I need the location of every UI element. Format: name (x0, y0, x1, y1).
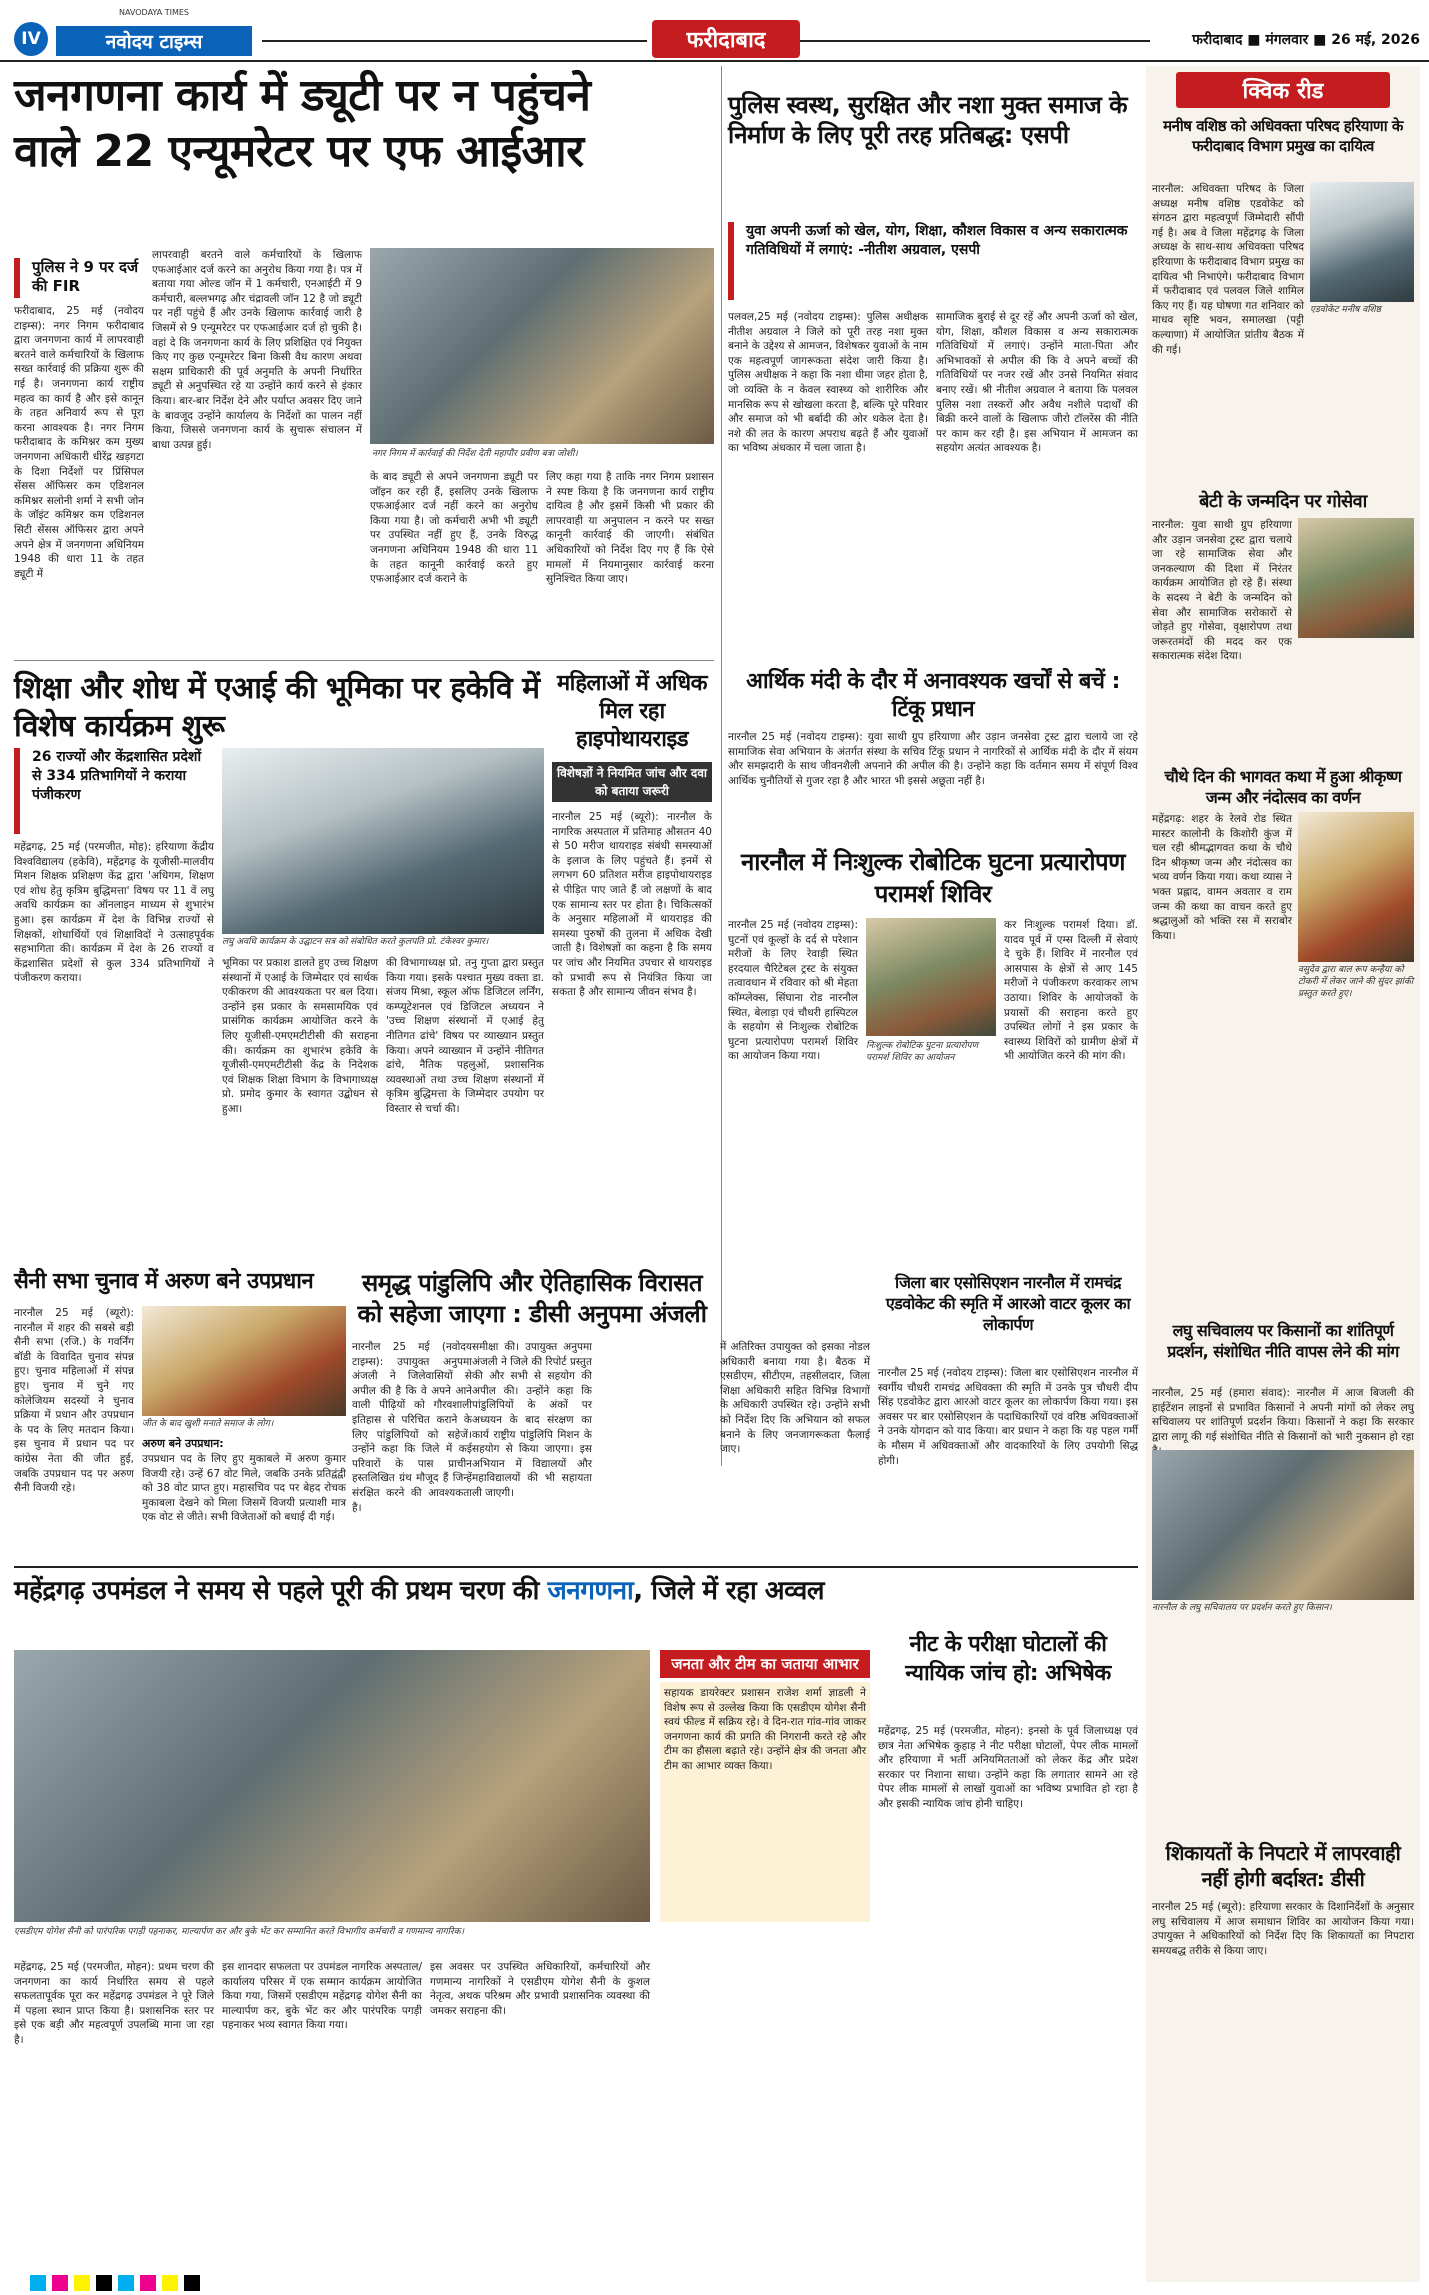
registration-swatch (118, 2275, 134, 2291)
quick-item5-headline: शिकायतों के निपटारे में लापरवाही नहीं होगी बर्दाश्त: डीसी (1165, 1841, 1401, 1891)
quick-item3-photo (1298, 812, 1414, 962)
lead-col-2: लापरवाही बरतने वाले कर्मचारियों के खिलाफ एफआईआर दर्ज करने का अनुरोध किया गया है। पत्र में बताया गया ओल्ड जॉन में 1 कर्मचारी, एनआईटी में 9 कर्मचारी, बल्लभगढ़ और चंद्रावली जॉन 12 है जो ड्यूटी पर नहीं पहुंचे हैं और उनके खिलाफ कार्रवाई जारी है जिसमें से 9 एन्यूमरेटर पर एफआईआर दर्ज हो चुकी है। वहां दे कि जनगणना कार्य के लिए प्रशिक्षित एवं नियुक्त किए गए कुछ एन्यूमरेटर बिना किसी वैध कारण अथवा सक्षम प्राधिकारी की पूर्व अनुमति के अपनी निर्धारित ड्यूटी से अनुपस्थित रहे या उन्होंने कार्य करने से इंकार किया। बार-बार निर्देश देने और पर्याप्त अवसर दिए जाने के बावजूद उन्होंने कार्यालय के निर्देशों का पालन नहीं किया, जिससे जनगणना कार्य के सुचारू संचालन में बाधा उत्पन्न हुई। (152, 249, 362, 451)
registration-swatch (162, 2275, 178, 2291)
masthead-rule-left (262, 40, 647, 42)
manuscript-col-3: में अतिरिक्त उपायुक्त को इसका नोडल अधिकारी बनाया गया है। बैठक में एसडीएम, सीटीएम, तहसीलदार, जिला शिक्षा अधिकारी सहित विभिन्न विभागों के अधिकारी उपस्थित रहे। उन्होंने सभी को निर्देश दिए कि अभियान को सफल बनाने के लिए जनजागरूकता फैलाई जाए। (720, 1341, 870, 1456)
lead-col-1: फरीदाबाद, 25 मई (नवोदय टाइम्स): नगर निगम फरीदाबाद द्वारा जनगणना कार्य में लापरवाही बरतने वाले कर्मचारियों के खिलाफ सख्त कार्रवाई की प्रक्रिया शुरू की गई है। जनगणना कार्य राष्ट्रीय महत्व का कार्य है और इसे कानून के तहत अनिवार्य रूप से पूरा करना आवश्यक है। नगर निगम फरीदाबाद के कमिश्नर कम मुख्य जनगणना अधिकारी धीरेंद्र खड़गटा के दिशा निर्देशों पर प्रिंसिपल सेंसस ऑफिसर कम एडिशनल कमिश्नर सलोनी शर्मा ने सभी जोन के जॉइंट कमिश्नर कम एडिशनल सिटी सेंसस ऑफिसर द्वारा अपने अपने क्षेत्र में जनगणना अधिनियम 1948 की धारा 11 के तहत ड्यूटी में (14, 305, 144, 580)
page-number: IV (14, 22, 48, 56)
quick-item2-body: नारनौल: युवा साथी ग्रुप हरियाणा और उड़ान जनसेवा ट्रस्ट द्वारा चलाये जा रहे सामाजिक सेवा और जनकल्याण की दिशा में निरंतर कार्यक्रम आयोजित हो रहे हैं। संस्था के सदस्य ने बेटी के जन्मदिन को सेवा और सामाजिक सरोकारों से जोड़ते हुए गोसेवा, वृक्षारोपण तथा जरूरतमंदों की मदद कर एक सकारात्मक संदेश दिया। (1152, 519, 1292, 663)
quick-item3-headline: चौथे दिन की भागवत कथा में हुआ श्रीकृष्ण जन्म और नंदोत्सव का वर्णन (1164, 767, 1402, 807)
census-box-head: जनता और टीम का जताया आभार (660, 1650, 870, 1678)
lead-col-4: लिए कहा गया है ताकि नगर निगम प्रशासन ने स्पष्ट किया है कि जनगणना कार्य राष्ट्रीय दायित्व है और इसमें किसी भी प्रकार की लापरवाही या अनुपालन न करने पर सख्त कानूनी कार्रवाई की जाएगी। संबंधित अधिकारियों को निर्देश दिए गए हैं कि ऐसे मामलों में नियमानुसार कार्रवाई करना सुनिश्चित किया जाए। (546, 471, 714, 586)
robotic-col-2: कर निःशुल्क परामर्श दिया। डॉ. यादव पूर्व में एम्स दिल्ली में सेवाएं दे चुके हैं। शिविर में नारनौल एवं आसपास के क्षेत्रों से आए 145 मरीजों ने पंजीकरण करवाकर लाभ उठाया। शिविर के आयोजकों के प्रयासों की सराहना करते हुए उपस्थित लोगों ने इस प्रकार के स्वास्थ्य शिविरों को ग्रामीण क्षेत्रों में भी आयोजित करने की मांग की। (1004, 919, 1138, 1063)
quick-item4-body: नारनौल, 25 मई (हमारा संवाद): नारनौल में आज बिजली की हाईटेंशन लाइनों से प्रभावित किसानों ने अपनी मांगों को लेकर लघु सचिवालय पर शांतिपूर्ण प्रदर्शन किया। किसानों ने कहा कि सरकार द्वारा लागू की गई संशोधित नीति से किसानों को भारी नुकसान हो रहा (1152, 1387, 1414, 1443)
print-registration-marks (0, 2270, 1429, 2295)
neet-body: महेंद्रगढ़, 25 मई (परमजीत, मोहन): इनसो के पूर्व जिलाध्यक्ष एवं छात्र नेता अभिषेक कुहाड़ ने नीट परीक्षा घोटालों, पेपर लीक मामलों और हरियाणा में भर्ती अनियमितताओं को लेकर केंद्र और प्रदेश सरकार पर निशाना साधा। उन्होंने कहा कि लगातार सामने आ रहे पेपर लीक मामलों से लाखों युवाओं का भविष्य प्रभावित हो रहा है और इसकी न्यायिक जांच होनी चाहिए। (878, 1725, 1138, 1810)
manuscript-headline: समृद्ध पांडुलिपि और ऐतिहासिक विरासत को सहेजा जाएगा : डीसी अनुपमा अंजली (357, 1269, 707, 1328)
lead-subhead: पुलिस ने 9 पर दर्ज की FIR (14, 258, 144, 298)
neet-headline: नीट के परीक्षा घोटालों की न्यायिक जांच हो: अभिषेक (905, 1632, 1111, 1686)
census-col-2: इस शानदार सफलता पर उपमंडल नागरिक अस्पताल/कार्यालय परिसर में एक सम्मान कार्यक्रम आयोजित किया गया, जिसमें एसडीएम महेंद्रगढ़ योगेश सैनी का माल्यार्पण कर, बुके भेंट कर और पारंपरिक पगड़ी पहनाकर भव्य स्वागत किया गया। (222, 1961, 422, 2032)
robotic-col-1: नारनौल 25 मई (नवोदय टाइम्स): घुटनों एवं कूल्हों के दर्द से परेशान मरीजों के लिए रेवाड़ी स्थित हरदयाल चैरिटेबल ट्रस्ट के संयुक्त तत्वावधान में रविवार को श्री मेहता कॉम्प्लेक्स, सिंघाना रोड नारनौल स्थित, बेलाड़ा एवं चौधरी हास्पिटल के सहयोग से निःशुल्क रोबोटिक घुटना प्रत्यारोपण परामर्श शिविर का आयोजन किया गया। (728, 919, 858, 1063)
lead-col-3: के बाद ड्यूटी से अपने जनगणना ड्यूटी पर जॉइन कर रही हैं, इसलिए उनके खिलाफ एफआईआर दर्ज नहीं करने का अनुरोध किया गया है। जो कर्मचारी अभी भी ड्यूटी पर उपस्थित नहीं हुए हैं, उनके विरुद्ध जनगणना अधिनियम 1948 की धारा 11 के तहत कानूनी कार्रवाई करते हुए एफआईआर दर्ज कराने के (370, 471, 538, 586)
sp-col-2: सामाजिक बुराई से दूर रहें और अपनी ऊर्जा को खेल, योग, शिक्षा, कौशल विकास व अन्य सकारात्मक गतिविधियों में लगाएं। उन्होंने माता-पिता और अभिभावकों से अपील की कि वे अपने बच्चों की गतिविधियों पर नजर रखें और उनसे नियमित संवाद बनाए रखें। श्री नीतीश अग्रवाल ने बताया कि पलवल पुलिस नशा तस्करों और अवैध नशीले पदार्थों की बिक्री करने वालों के खिलाफ जीरो टॉलरेंस की नीति पर काम कर रही है। इस अभियान में आमजन का सहयोग अत्यंत आवश्यक है। (936, 311, 1138, 455)
ai-photo (222, 748, 544, 934)
registration-swatch (140, 2275, 156, 2291)
quick-item5-body: नारनौल 25 मई (ब्यूरो): हरियाणा सरकार के दिशानिर्देशों के अनुसार लघु सचिवालय में आज समाधान शिविर का आयोजन किया गया। उपायुक्त ने अधिकारियों को निर्देश दिए कि शिकायतों का निपटारा समयबद्ध तरीके से किया जाए। (1152, 1901, 1414, 1957)
cooler-body: नारनौल 25 मई (नवोदय टाइम्स): जिला बार एसोसिएशन नारनौल में स्वर्गीय चौधरी रामचंद्र अधिवक्ता की स्मृति में उनके पुत्र चौधरी दीप सिंह एडवोकेट द्वारा आरओ वाटर कूलर का लोकार्पण किया गया। इस अवसर पर बार एसोसिएशन के पदाधिकारियों एवं वरिष्ठ अधिवक्ताओं ने उनके योगदान को याद किया। बार प्रधान ने कहा कि यह पहल गर्मी के मौसम में अधिवक्ताओं और वादकारियों के लिए उपयोगी सिद्ध होगी। (878, 1367, 1138, 1467)
registration-swatch (74, 2275, 90, 2291)
quick-item4-caption: नारनौल के लघु सचिवालय पर प्रदर्शन करते हुए किसान। (1152, 1603, 1332, 1613)
ai-col-1: महेंद्रगढ़, 25 मई (परमजीत, मोह): हरियाणा केंद्रीय विश्वविद्यालय (हकेवि), महेंद्रगढ़ के यूजीसी-मालवीय मिशन शिक्षक प्रशिक्षण केंद्र द्वारा 'अधिगम, शिक्षण एवं शोध हेतु कृत्रिम बुद्धिमत्ता' विषय पर 11 वें लघु अवधि कार्यक्रम का ऑनलाइन माध्यम से शुभारंभ हुआ। इस कार्यक्रम में देश के विभिन्न राज्यों से शिक्षकों, शोधार्थियों एवं शिक्षाविदों ने उत्साहपूर्वक सहभागिता की। कार्यक्रम में देश के 26 राज्यों व केंद्रशासित प्रदेशों से कुल 334 प्रतिभागियों ने पंजीकरण कराया। (14, 841, 214, 985)
sp-col-1: पलवल,25 मई (नवोदय टाइम्स): पुलिस अधीक्षक नीतीश अग्रवाल ने जिले को पूरी तरह नशा मुक्त बनाने के उद्देश्य से आमजन, विशेषकर युवाओं के नाम एक महत्वपूर्ण जागरूकता संदेश जारी किया है। पुलिस अधीक्षक ने कहा कि नशा धीमा जहर होता है, जो व्यक्ति के न केवल स्वास्थ्य को शारीरिक और मानसिक रूप से खोखला करता है, बल्कि पूरे परिवार और समाज को भी बर्बादी की ओर धकेल देता है। नशे की लत के कारण अपराध बढ़ते हैं और युवाओं का भविष्य अंधकार में चला जाता है। (728, 311, 928, 455)
lead-photo-caption: नगर निगम में कार्रवाई की निर्देश देती महापौर प्रवीण बत्रा जोशी। (372, 449, 578, 459)
quick-item1-body: नारनौल: अधिवक्ता परिषद के जिला अध्यक्ष मनीष वशिष्ठ एडवोकेट को संगठन द्वारा महत्वपूर्ण जिम्मेदारी सौंपी गई है। अब वे जिला महेंद्रगढ़ के जिला अध्यक्ष के साथ-साथ अधिवक्ता परिषद हरियाणा के फरीदाबाद विभाग प्रमुख का दायित्व भी निभाएंगे। फरीदाबाद विभाग में फरीदाबाद एवं पलवल जिले शामिल किए गए हैं। यह घोषणा गत शनिवार को माधव सृष्टि भवन, समालखा (पट्टी कल्याणा) में आयोजित प्रांतीय बैठक में की गई। (1152, 183, 1304, 356)
lead-headline-2: वाले 22 एन्यूमरेटर पर एफ आईआर (14, 126, 584, 177)
census-col-1: महेंद्रगढ़, 25 मई (परमजीत, मोहन): प्रथम चरण की जनगणना का कार्य निर्धारित समय से पहले सफलतापूर्वक पूरा कर महेंद्रगढ़ उपमंडल ने पूरे जिले में पहला स्थान प्राप्त किया है। प्रशासनिक स्तर पर इसे एक बड़ी और महत्वपूर्ण उपलब्धि माना जा रहा है। (14, 1961, 214, 2046)
masthead-rule-right (800, 40, 1150, 42)
quick-item2-photo (1298, 518, 1414, 638)
robotic-photo-caption: निःशुल्क रोबोटिक घुटना प्रत्यारोपण परामर्श शिविर का आयोजन (866, 1041, 979, 1063)
census-headline-b: , जिले में रहा अव्वल (633, 1576, 824, 1606)
saini-photo (142, 1306, 346, 1416)
census-photo-caption: एसडीएम योगेश सैनी को पारंपरिक पगड़ी पहनाकर, माल्यार्पण कर और बुके भेंट कर सम्मानित करते विभागीय कर्मचारी व गणमान्य नागरिक। (14, 1927, 464, 1937)
quick-item4-headline: लघु सचिवालय पर किसानों का शांतिपूर्ण प्रदर्शन, संशोधित नीति वापस लेने की मांग (1167, 1321, 1399, 1361)
census-headline-highlight: जनगणना (547, 1576, 634, 1606)
lead-photo (370, 248, 714, 444)
quick-item1-caption: एडवोकेट मनीष वशिष्ठ (1310, 305, 1381, 315)
hypo-subhead: विशेषज्ञों ने नियमित जांच और दवा को बताया जरूरी (552, 762, 712, 802)
econ-body: नारनौल 25 मई (नवोदय टाइम्स): युवा साथी ग्रुप हरियाणा और उड़ान जनसेवा ट्रस्ट द्वारा चलाये जा रहे सामाजिक सेवा अभियान के अंतर्गत संस्था के सचिव टिंकू प्रधान ने नागरिकों से आर्थिक मंदी के दौर में संयम और समझदारी के साथ जीवनशैली अपनाने की अपील की है। उन्होंने कहा कि वर्तमान समय में संपूर्ण विश्व आर्थिक चुनौतियों से गुजर रहा है और भारत भी इससे अछूता नहीं है। (728, 731, 1138, 787)
census-box-body: सहायक डायरेक्टर प्रशासन राजेश शर्मा ज्ञाडली ने विशेष रूप से उल्लेख किया कि एसडीएम योगेश सैनी स्वयं फील्ड में सक्रिय रहे। वे दिन-रात गांव-गांव जाकर जनगणना कार्य की प्रगति की निगरानी करते रहे और टीम का हौसला बढ़ाते रहे। उन्होंने क्षेत्र की जनता और टीम का आभार व्यक्त किया। (660, 1682, 870, 1922)
divider (14, 660, 714, 661)
city-label: फरीदाबाद (652, 20, 800, 58)
quick-item3-caption: वसुदेव द्वारा बाल रूप कन्हैया को टोकरी में लेकर जाने की सुंदर झांकी प्रस्तुत करते हुए। (1298, 965, 1414, 999)
census-headline-a: महेंद्रगढ़ उपमंडल ने समय से पहले पूरी की प्रथम चरण की (14, 1576, 548, 1606)
quick-item1-photo (1310, 182, 1414, 302)
robotic-headline: नारनौल में निःशुल्क रोबोटिक घुटना प्रत्यारोपण परामर्श शिविर (740, 848, 1126, 908)
sp-headline: पुलिस स्वस्थ, सुरक्षित और नशा मुक्त समाज के निर्माण के लिए पूरी तरह प्रतिबद्ध: एसपी (728, 91, 1128, 149)
ai-subhead: 26 राज्यों और केंद्रशासित प्रदेशों से 334 प्रतिभागियों ने कराया पंजीकरण (14, 748, 214, 834)
quick-read-title: क्विक रीड (1176, 72, 1390, 108)
quick-item3-body: महेंद्रगढ़: शहर के रेलवे रोड स्थित मास्टर कालोनी के किशोरी कुंज में चल रही श्रीमद्भागवत कथा के चौथे दिन श्रीकृष्ण जन्म और नंदोत्सव का भव्य वर्णन किया गया। कथा व्यास ने भक्त प्रह्लाद, वामन अवतार व राम जन्म की कथा का वाचन करते हुए श्रद्धालुओं को भक्ति रस में सराबोर किया। (1152, 813, 1292, 942)
saini-photo-caption: जीत के बाद खुशी मनाते समाज के लोग। (142, 1419, 274, 1429)
ai-col-3: की विभागाध्यक्ष प्रो. तनु गुप्ता द्वारा प्रस्तुत किया गया। इसके पश्चात मुख्य वक्ता डा. संजय मिश्रा, स्कूल ऑफ डिजिटल लर्निंग, कम्प्यूटेशनल एवं डिजिटल अध्ययन ने 'उच्च शिक्षण संस्थानों में एआई हेतु नीतिगत ढांचे' विषय पर व्याख्यान प्रस्तुत किया। अपने व्याख्यान में उन्होंने नीतिगत ढांचे, नैतिक पहलुओं, प्रशासनिक व्यवस्थाओं तथा उच्च शिक्षण संस्थानों में कृत्रिम बुद्धिमत्ता के जिम्मेदार उपयोग पर विस्तार से चर्चा की। (386, 957, 544, 1115)
registration-swatch (96, 2275, 112, 2291)
column-rule (721, 66, 722, 1466)
lead-headline-1: जनगणना कार्य में ड्यूटी पर न पहुंचने (14, 70, 591, 121)
registration-swatch (52, 2275, 68, 2291)
saini-body: नारनौल 25 मई (ब्यूरो): नारनौल में शहर की सबसे बड़ी सैनी सभा (रजि.) के गवर्निंग बॉडी के विवादित चुनाव संपन्न हुए। चुनाव महिलाओं में संपन्न हुए। चुनाव में चुने गए कोलेजियम सदस्यों ने चुनाव प्रक्रिया में प्रधान और उपप्रधान के पद के लिए मतदान किया। इस चुनाव में प्रधान पद पर कांग्रेस नेता की जीत हुई, जबकि उपप्रधान पद पर अरुण सैनी विजयी रहे। (14, 1307, 134, 1495)
quick-item4-photo (1152, 1450, 1414, 1600)
paper-name-small: NAVODAYA TIMES (118, 8, 189, 17)
manuscript-col-1: नारनौल 25 मई (नवोदय टाइम्स): उपायुक्त अनुपमा अंजली ने जिलेवासियों से अपील की है कि वे अपने आने वाली पीढ़ियों को गौरवशाली इतिहास से परिचित कराने के लिए पांडुलिपियों को सहेजें। उन्होंने कहा कि जिले में कई परिवारों के पास प्राचीन हस्तलिखित ग्रंथ मौजूद हैं जिन्हें संरक्षित करने की आवश्यकता है। (352, 1341, 472, 1514)
hypo-headline: महिलाओं में अधिक मिल रहा हाइपोथायराइड (556, 671, 708, 752)
paper-name: नवोदय टाइम्स (56, 26, 252, 56)
ai-photo-caption: लघु अवधि कार्यक्रम के उद्घाटन सत्र को संबोधित करते कुलपति प्रो. टंकेश्वर कुमार। (222, 937, 489, 947)
cooler-headline: जिला बार एसोसिएशन नारनौल में रामचंद्र एडवोकेट की स्मृति में आरओ वाटर कूलर का लोकार्पण (885, 1273, 1131, 1334)
registration-swatch (184, 2275, 200, 2291)
saini-subhead-1: अरुण बने उपप्रधान: (142, 1437, 224, 1450)
robotic-photo (866, 918, 996, 1036)
econ-headline: आर्थिक मंदी के दौर में अनावश्यक खर्चों से बचें : टिंकू प्रधान (746, 669, 1120, 722)
hypo-body: नारनौल 25 मई (ब्यूरो): नारनौल के नागरिक अस्पताल में प्रतिमाह औसतन 40 से 50 मरीज थायराइड संबंधी समस्याओं के इलाज के लिए पहुंचते हैं। इनमें से लगभग 60 प्रतिशत मरीज हाइपोथायराइड से पीड़ित पाए जाते हैं जो लक्षणों के बाद एक सामान्य स्तर पर होता है। चिकित्सकों के अनुसार महिलाओं में थायराइड की समस्या पुरुषों की तुलना में अधिक देखी जाती है। विशेषज्ञों का कहना है कि समय पर जांच और नियमित उपचार से थायराइड को प्रभावी रूप से नियंत्रित किया जा सकता है और सामान्य जीवन संभव है। (552, 811, 712, 999)
ai-headline: शिक्षा और शोध में एआई की भूमिका पर हकेवि में विशेष कार्यक्रम शुरू (14, 671, 540, 744)
quick-item2-headline: बेटी के जन्मदिन पर गोसेवा (1199, 491, 1367, 512)
census-photo (14, 1650, 650, 1922)
dateline: फरीदाबाद ■ मंगलवार ■ 26 मई, 2026 (1192, 32, 1420, 48)
sp-subhead: युवा अपनी ऊर्जा को खेल, योग, शिक्षा, कौशल विकास व अन्य सकारात्मक गतिविधियों में लगाएं: -नीतीश अग्रवाल, एसपी (728, 222, 1138, 300)
manuscript-col-2: समीक्षा की। उपायुक्त अनुपमा अंजली ने जिले की रिपोर्ट प्रस्तुत की और सभी से सहयोग की अपील की। उन्होंने कहा कि पांडुलिपियों के अंकों पर अध्ययन के बाद संरक्षण का कार्य राष्ट्रीय पांडुलिपि मिशन के सहयोग से किया जाएगा। इस अभियान में विद्यालयों और महाविद्यालयों की भी सहायता ली जाएगी। (472, 1341, 592, 1499)
divider (14, 1566, 1138, 1568)
saini-body-2: उपप्रधान पद के लिए हुए मुकाबले में अरुण कुमार विजयी रहे। उन्हें 67 वोट मिले, जबकि उनके प्रतिद्वंद्वी को 38 वोट प्राप्त हुए। महासचिव पद पर बेहद रोचक मुकाबला देखने को मिला जिसमें विजयी प्रत्याशी मात्र एक वोट से जीते। सभी विजेताओं को बधाई दी गई। (142, 1453, 346, 1524)
saini-headline: सैनी सभा चुनाव में अरुण बने उपप्रधान (14, 1269, 314, 1294)
census-col-3: इस अवसर पर उपस्थित अधिकारियों, कर्मचारियों और गणमान्य नागरिकों ने एसडीएम योगेश सैनी के कुशल नेतृत्व, अथक परिश्रम और प्रभावी प्रशासनिक व्यवस्था की जमकर सराहना की। (430, 1961, 650, 2017)
census-headline (14, 1574, 874, 1608)
ai-col-2: भूमिका पर प्रकाश डालते हुए उच्च शिक्षण संस्थानों में एआई के जिम्मेदार एवं सार्थक एकीकरण की आवश्यकता पर बल दिया। उन्होंने इस प्रकार के समसामयिक एवं प्रासंगिक कार्यक्रम आयोजित करने के लिए यूजीसी-एमएमटीटीसी की सराहना की। कार्यक्रम का शुभारंभ हकेवि के यूजीसी-एमएमटीटीसी केंद्र के निदेशक एवं शिक्षक शिक्षा विभाग के विभागाध्यक्ष प्रो. प्रमोद कुमार के स्वागत उद्बोधन से हुआ। (222, 957, 378, 1115)
registration-swatch (30, 2275, 46, 2291)
quick-item1-headline: मनीष वशिष्ठ को अधिवक्ता परिषद हरियाणा के फरीदाबाद विभाग प्रमुख का दायित्व (1163, 117, 1403, 155)
